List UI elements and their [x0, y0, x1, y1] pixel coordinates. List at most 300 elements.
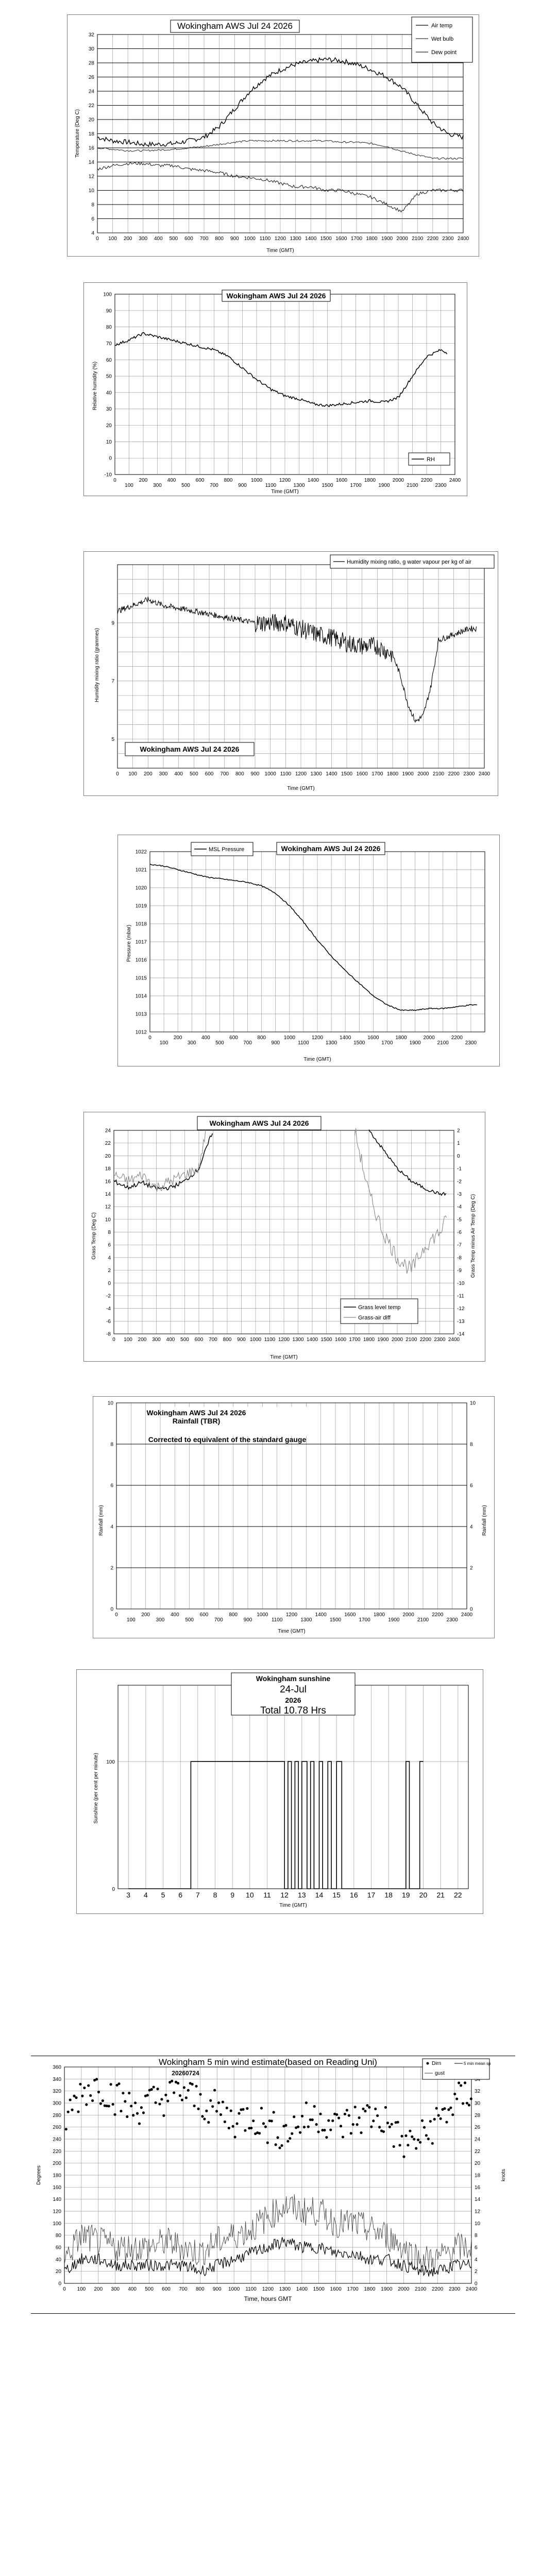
wind-dirn-point: [297, 2126, 299, 2128]
temp-x-tick-label: 1700: [350, 236, 363, 242]
wind-dirn-point: [187, 2089, 190, 2092]
pres-x-tick-label: 700: [243, 1040, 252, 1046]
temp-x-tick-label: 1000: [244, 236, 256, 242]
wind-y-tick-label: 200: [53, 2161, 61, 2167]
wind-y2-tick-label: 6: [475, 2245, 478, 2251]
wind-x-tick-label: 1200: [262, 2286, 274, 2292]
rain-x-tick-label: 2200: [432, 1612, 444, 1618]
mix-x-tick-label: 500: [189, 771, 198, 777]
grass-y-tick-label: 22: [105, 1141, 111, 1147]
grass-y-tick-label: 14: [105, 1191, 111, 1197]
rh-y-tick-label: 90: [106, 308, 112, 314]
sun-y-tick-label: 0: [112, 1887, 115, 1892]
rh-x-tick-label: 300: [153, 483, 162, 488]
pres-y-tick-label: 1019: [135, 903, 147, 909]
mix-x-tick-label: 700: [220, 771, 229, 777]
temp-x-tick-label: 1500: [320, 236, 332, 242]
wind-y2-tick-label: 24: [475, 2137, 481, 2143]
temp-x-tick-label: 1300: [290, 236, 301, 242]
grass-x-tick-label: 200: [138, 1337, 147, 1343]
wind-dirn-point: [449, 2107, 452, 2109]
wind-dirn-point: [85, 2103, 88, 2106]
wind-dirn-point: [366, 2104, 368, 2107]
wind-dirn-point: [340, 2125, 342, 2127]
temp-y-tick-label: 14: [88, 160, 94, 165]
rh-x-tick-label: 2200: [420, 478, 433, 483]
wind-dirn-point: [460, 2084, 462, 2087]
grass-x-tick-label: 1800: [363, 1337, 375, 1343]
wind-x-tick-label: 2100: [415, 2286, 427, 2292]
sun-x-tick-label: 7: [195, 1891, 200, 1899]
wind-y-tick-label: 220: [53, 2148, 61, 2155]
mix-x-tick-label: 600: [205, 771, 214, 777]
pres-y-tick-label: 1022: [135, 849, 147, 855]
rh-x-tick-label: 1900: [378, 483, 390, 488]
wind-dirn-point: [397, 2121, 399, 2124]
grass-x-tick-label: 1700: [349, 1337, 361, 1343]
rh-x-tick-label: 1400: [307, 478, 319, 483]
rain-x-tick-label: 900: [243, 1617, 252, 1623]
wind-dirn-point: [275, 2143, 277, 2146]
wind-dirn-point: [293, 2115, 295, 2118]
rain-x-tick-label: 300: [156, 1617, 165, 1623]
wind-dirn-point: [79, 2083, 81, 2086]
rh-y-tick-label: 70: [106, 341, 112, 347]
wind-dirn-point: [325, 2136, 328, 2139]
grass-y-tick-label: 6: [108, 1242, 111, 1248]
wind-y-tick-label: 240: [53, 2137, 61, 2143]
sun-x-tick-label: 10: [246, 1891, 254, 1899]
pres-x-tick-label: 1400: [340, 1035, 351, 1041]
grass-x-tick-label: 500: [180, 1337, 189, 1343]
wind-dirn-point: [468, 2104, 470, 2106]
pres-x-tick-label: 900: [271, 1040, 280, 1046]
wind-dirn-point: [458, 2081, 460, 2084]
wind-dirn-point: [102, 2099, 104, 2102]
wind-dirn-point: [276, 2136, 279, 2139]
grass-y2-tick-label: 2: [457, 1128, 460, 1134]
grass-series-1a: [114, 1127, 206, 1191]
wind-y2-tick-label: 22: [475, 2148, 481, 2155]
sun-x-tick-label: 6: [178, 1891, 183, 1899]
wind-dirn-point: [211, 2105, 214, 2108]
wind-y2-tick-label: 32: [475, 2089, 481, 2095]
wind-y2-tick-label: 16: [475, 2184, 481, 2191]
wind-dirn-point: [185, 2096, 188, 2099]
rainfall-chart-panel: [93, 1396, 495, 1638]
wind-dirn-point: [427, 2138, 430, 2140]
temp-y-tick-label: 26: [88, 75, 94, 80]
wind-y2-tick-label: 30: [475, 2100, 481, 2107]
wind-y2-tick-label: 0: [475, 2281, 478, 2287]
sun-x-tick-label: 9: [230, 1891, 235, 1899]
mix-x-tick-label: 1800: [386, 771, 399, 777]
mix-x-tick-label: 1000: [264, 771, 276, 777]
wind-x-tick-label: 1900: [381, 2286, 393, 2292]
rain-x-tick-label: 1900: [388, 1617, 400, 1623]
pres-x-tick-label: 500: [215, 1040, 224, 1046]
rh-y-tick-label: 40: [106, 390, 112, 396]
wind-dirn-point: [173, 2091, 175, 2094]
rain-note: Corrected to equivalent of the standard gauge: [148, 1435, 307, 1444]
wind-y-tick-label: 180: [53, 2173, 61, 2179]
rain-x-tick-label: 1000: [257, 1612, 268, 1618]
wind-dirn-point: [319, 2113, 322, 2115]
temp-x-tick-label: 800: [215, 236, 224, 242]
grass-x-tick-label: 2300: [434, 1337, 446, 1343]
rain-x-tick-label: 1200: [285, 1612, 298, 1618]
wind-dirn-point: [386, 2122, 389, 2124]
temp-x-tick-label: 700: [199, 236, 209, 242]
wind-dirn-point: [191, 2083, 194, 2086]
wind-dirn-point: [235, 2122, 238, 2125]
mixing-ratio-chart-panel: [83, 551, 498, 796]
wind-x-tick-label: 2400: [465, 2286, 478, 2292]
wind-dirn-point: [331, 2120, 334, 2122]
wind-dirn-point: [95, 2078, 98, 2080]
wind-dirn-point: [286, 2140, 289, 2143]
rain-y2-tick-label: 0: [470, 1606, 473, 1613]
pres-x-tick-label: 0: [148, 1035, 151, 1041]
wind-dirn-point: [122, 2092, 124, 2094]
wind-dirn-point: [464, 2081, 466, 2084]
grass-x-tick-label: 2000: [391, 1337, 403, 1343]
wind-dirn-point: [382, 2130, 385, 2133]
grass-x-tick-label: 1000: [249, 1337, 262, 1343]
rain-y2-tick-label: 2: [470, 1565, 473, 1571]
mix-y-tick-label: 5: [111, 737, 114, 743]
wind-chart: [31, 2057, 515, 2309]
wind-dirn-point: [171, 2080, 173, 2082]
wind-x-tick-label: 1300: [279, 2286, 291, 2292]
wind-dirn-point: [117, 2082, 120, 2085]
rain-x-tick-label: 1600: [344, 1612, 356, 1618]
wind-dirn-point: [246, 2107, 248, 2110]
wind-dirn-point: [153, 2086, 155, 2088]
sun-y-tick-label: 100: [106, 1759, 115, 1766]
wind-dirn-point: [378, 2126, 381, 2128]
wind-dirn-point: [112, 2103, 114, 2106]
wind-y-tick-label: 0: [58, 2281, 61, 2287]
wind-x-tick-label: 1700: [347, 2286, 359, 2292]
temp-xlabel: Time (GMT): [266, 248, 294, 253]
grass-y-tick-label: -2: [106, 1293, 111, 1299]
wind-dirn-point: [226, 2107, 228, 2109]
temp-x-tick-label: 100: [108, 236, 117, 242]
wind-dirn-point: [278, 2146, 281, 2149]
wind-x-tick-label: 800: [195, 2286, 205, 2292]
grass-x-tick-label: 1600: [334, 1337, 347, 1343]
rh-x-tick-label: 400: [167, 478, 176, 483]
wind-dirn-point: [124, 2100, 126, 2103]
wind-x-tick-label: 2200: [432, 2286, 444, 2292]
wind-dirn-point: [429, 2120, 432, 2123]
mix-x-tick-label: 1500: [341, 771, 353, 777]
sun-x-tick-label: 13: [298, 1891, 306, 1899]
grass-y-tick-label: 12: [105, 1204, 111, 1210]
rh-x-tick-label: 1700: [350, 483, 362, 488]
rh-y-tick-label: 30: [106, 406, 112, 413]
rain-y-tick-label: 8: [110, 1442, 113, 1448]
grass-x-tick-label: 1200: [278, 1337, 290, 1343]
grass-x-tick-label: 0: [112, 1337, 115, 1343]
rain-y-tick-label: 10: [107, 1400, 113, 1406]
wind-dirn-point: [77, 2110, 79, 2113]
grass-ylabel: Grass Temp (Deg C): [91, 1212, 97, 1260]
pres-title: Wokingham AWS Jul 24 2026: [281, 844, 381, 853]
wind-dirn-point: [315, 2123, 318, 2126]
wind-dirn-point: [299, 2131, 301, 2134]
wind-x-tick-label: 200: [94, 2286, 103, 2292]
wind-dirn-point: [411, 2136, 413, 2138]
wind-dirn-point: [425, 2134, 428, 2137]
wind-dirn-point: [128, 2092, 130, 2094]
wind-dirn-point: [374, 2108, 377, 2110]
sunshine-chart: [77, 1670, 484, 1914]
pres-x-tick-label: 1900: [409, 1040, 421, 1046]
rh-x-tick-label: 1200: [279, 478, 291, 483]
rain-title: Wokingham AWS Jul 24 2026: [146, 1409, 246, 1417]
wind-dirn-point: [327, 2119, 330, 2122]
pres-y-tick-label: 1012: [135, 1029, 147, 1036]
rh-x-tick-label: 700: [210, 483, 218, 488]
wind-dirn-point: [228, 2127, 230, 2129]
temp-x-tick-label: 1600: [335, 236, 347, 242]
wind-dirn-point: [183, 2086, 185, 2089]
wind-dirn-point: [130, 2105, 132, 2107]
wind-dirn-point: [260, 2107, 263, 2109]
grass-x-tick-label: 100: [124, 1337, 132, 1343]
wind-dirn-point: [435, 2107, 438, 2110]
rh-y-tick-label: -10: [104, 472, 112, 478]
wind-dirn-point: [215, 2110, 218, 2112]
temp-x-tick-label: 2300: [442, 236, 454, 242]
pres-x-tick-label: 1100: [298, 1040, 309, 1046]
wind-dirn-point: [160, 2098, 163, 2100]
grass-y2-tick-label: -3: [457, 1191, 462, 1197]
humidity-chart-panel: [83, 282, 467, 496]
wind-dirn-point: [83, 2087, 86, 2089]
mix-x-tick-label: 1300: [310, 771, 322, 777]
wind-x-tick-label: 2300: [448, 2286, 461, 2292]
pressure-chart: [118, 835, 500, 1067]
pres-x-tick-label: 1000: [283, 1035, 295, 1041]
rh-x-tick-label: 2100: [407, 483, 418, 488]
pres-x-tick-label: 1500: [353, 1040, 365, 1046]
wind-dirn-point: [447, 2108, 450, 2111]
wind-dirn-point: [402, 2156, 405, 2158]
wind-dirn-point: [400, 2135, 403, 2138]
pres-x-tick-label: 1200: [311, 1035, 324, 1041]
rh-xlabel: Time (GMT): [271, 489, 299, 495]
rain-x-tick-label: 600: [199, 1612, 209, 1618]
wind-legend-label-2: gust: [435, 2071, 445, 2076]
sun-x-tick-label: 14: [315, 1891, 324, 1899]
wind-dirn-point: [313, 2105, 316, 2108]
temp-y-tick-label: 32: [88, 32, 94, 38]
grass-temp-chart: [84, 1112, 486, 1362]
sun-x-tick-label: 18: [384, 1891, 393, 1899]
rh-x-tick-label: 2400: [449, 478, 461, 483]
mix-x-tick-label: 900: [250, 771, 260, 777]
rain-x-tick-label: 1700: [359, 1617, 370, 1623]
wind-dirn-point: [238, 2112, 240, 2114]
temp-y-tick-label: 16: [88, 145, 94, 151]
temp-y-tick-label: 12: [88, 174, 94, 180]
wind-bottom-rule: [31, 2313, 515, 2314]
wind-x-tick-label: 2000: [398, 2286, 410, 2292]
grass-x-tick-label: 1300: [292, 1337, 304, 1343]
pres-ylabel: Pressure (mbar): [126, 924, 132, 962]
mix-x-tick-label: 1900: [402, 771, 414, 777]
wind-dirn-point: [391, 2123, 393, 2126]
temp-x-tick-label: 1400: [305, 236, 317, 242]
temp-x-tick-label: 1200: [274, 236, 286, 242]
wind-dirn-point: [417, 2139, 419, 2141]
wind-y-tick-label: 160: [53, 2184, 61, 2191]
sun-x-tick-label: 8: [213, 1891, 217, 1899]
rh-y-tick-label: 50: [106, 374, 112, 380]
wind-dirn-point: [156, 2088, 159, 2090]
mix-x-tick-label: 300: [159, 771, 168, 777]
rain-x-tick-label: 1100: [271, 1617, 283, 1623]
wind-dirn-point: [466, 2102, 468, 2105]
wind-x-tick-label: 600: [162, 2286, 171, 2292]
pres-y-tick-label: 1013: [135, 1011, 147, 1018]
rh-x-tick-label: 500: [181, 483, 190, 488]
sunshine-chart-panel: [76, 1669, 483, 1914]
wind-dirn-point: [421, 2120, 424, 2122]
wind-dirn-point: [335, 2113, 338, 2116]
wind-ylabel: Degrees: [36, 2165, 42, 2185]
grass-y-tick-label: 20: [105, 1153, 111, 1159]
wind-dirn-point: [158, 2103, 161, 2105]
wind-dirn-point: [323, 2129, 326, 2131]
wind-dirn-point: [431, 2142, 434, 2145]
wind-dirn-point: [250, 2127, 252, 2129]
temp-title: Wokingham AWS Jul 24 2026: [177, 21, 293, 31]
wind-dirn-point: [376, 2114, 379, 2117]
rain-x-tick-label: 100: [126, 1617, 136, 1623]
wind-dirn-point: [199, 2093, 201, 2095]
rain-x-tick-label: 2100: [417, 1617, 429, 1623]
mix-y-tick-label: 9: [111, 620, 114, 626]
temp-x-tick-label: 2100: [412, 236, 424, 242]
humidity-chart: [84, 283, 468, 497]
grass-y2-tick-label: -11: [457, 1293, 464, 1299]
temp-x-tick-label: 1100: [259, 236, 271, 242]
wind-y-tick-label: 40: [55, 2257, 61, 2263]
wind-dirn-point: [439, 2117, 442, 2120]
mix-legend-label: Humidity mixing ratio, g water vapour per kg of air: [347, 559, 472, 565]
temp-y-tick-label: 8: [91, 202, 94, 208]
rh-x-tick-label: 1600: [335, 478, 348, 483]
wind-dirn-point: [207, 2121, 210, 2124]
grass-x-tick-label: 1900: [377, 1337, 389, 1343]
wind-dirn-point: [360, 2131, 362, 2134]
wind-dirn-point: [150, 2088, 153, 2091]
sun-x-tick-label: 12: [280, 1891, 289, 1899]
wind-dirn-point: [273, 2111, 275, 2113]
wind-dirn-point: [264, 2125, 267, 2128]
pres-xlabel: Time (GMT): [303, 1057, 331, 1062]
temp-x-tick-label: 2400: [457, 236, 469, 242]
grass-y-tick-label: 0: [108, 1280, 111, 1286]
grass-temp-chart-panel: [83, 1112, 485, 1362]
wind-x-tick-label: 100: [77, 2286, 86, 2292]
pres-x-tick-label: 2000: [423, 1035, 435, 1041]
wind-dirn-point: [203, 2117, 206, 2120]
wind-dirn-point: [451, 2113, 454, 2116]
wind-dirn-point: [162, 2114, 165, 2117]
grass-y2-tick-label: -7: [457, 1242, 462, 1248]
rain-x-tick-label: 400: [170, 1612, 179, 1618]
wind-dirn-point: [307, 2125, 310, 2128]
wind-dirn-point: [311, 2119, 314, 2121]
grass-x-tick-label: 1100: [264, 1337, 276, 1343]
wind-dirn-point: [270, 2120, 273, 2122]
wind-dirn-point: [372, 2120, 375, 2122]
wind-dirn-point: [108, 2105, 110, 2107]
wind-x-tick-label: 1000: [228, 2286, 240, 2292]
wind-y-tick-label: 320: [53, 2089, 61, 2095]
wind-dirn-point: [409, 2130, 411, 2132]
rh-x-tick-label: 100: [125, 483, 133, 488]
wind-dirn-point: [65, 2128, 67, 2130]
temp-y-tick-label: 10: [88, 188, 94, 194]
temp-ylabel: Temperature (Deg C): [75, 109, 80, 158]
temp-y-tick-label: 22: [88, 103, 94, 109]
wind-dirn-point: [222, 2100, 224, 2103]
rain-x-tick-label: 700: [214, 1617, 223, 1623]
grass-y-tick-label: 18: [105, 1166, 111, 1172]
sun-x-tick-label: 17: [367, 1891, 376, 1899]
wind-dirn-point: [71, 2109, 74, 2111]
wind-y2label: knots: [501, 2169, 506, 2181]
rh-x-tick-label: 2000: [392, 478, 404, 483]
grass-y-tick-label: 16: [105, 1179, 111, 1185]
rh-y-tick-label: 60: [106, 357, 112, 363]
mix-x-tick-label: 200: [143, 771, 153, 777]
rh-x-tick-label: 1300: [293, 483, 305, 488]
temp-x-tick-label: 400: [154, 236, 163, 242]
rain-subtitle: Rainfall (TBR): [172, 1417, 221, 1425]
wind-dirn-point: [140, 2106, 143, 2109]
wind-subtitle: 20260724: [172, 2070, 199, 2077]
sun-x-tick-label: 15: [332, 1891, 341, 1899]
wind-y-tick-label: 360: [53, 2064, 61, 2071]
pres-x-tick-label: 2300: [465, 1040, 477, 1046]
grass-x-tick-label: 2400: [448, 1337, 460, 1343]
wind-dirn-point: [453, 2093, 456, 2095]
wind-dirn-point: [120, 2110, 122, 2112]
wind-y-tick-label: 280: [53, 2112, 61, 2119]
grass-y2-tick-label: -14: [457, 1331, 465, 1337]
mix-ylabel: Humidity mixing ratio (grammes): [94, 628, 100, 702]
rain-y-tick-label: 6: [110, 1483, 113, 1489]
grass-y2-tick-label: -10: [457, 1280, 465, 1286]
temp-y-tick-label: 24: [88, 89, 94, 95]
wind-dirn-point: [354, 2106, 357, 2108]
mix-xlabel: Time (GMT): [287, 786, 315, 791]
wind-y-tick-label: 120: [53, 2209, 61, 2215]
mix-x-tick-label: 2300: [463, 771, 475, 777]
mix-x-tick-label: 0: [116, 771, 119, 777]
rain-x-tick-label: 500: [185, 1617, 194, 1623]
wind-y2-tick-label: 10: [475, 2221, 481, 2227]
wind-dirn-point: [337, 2116, 340, 2119]
mix-y-tick-label: 7: [111, 679, 114, 685]
